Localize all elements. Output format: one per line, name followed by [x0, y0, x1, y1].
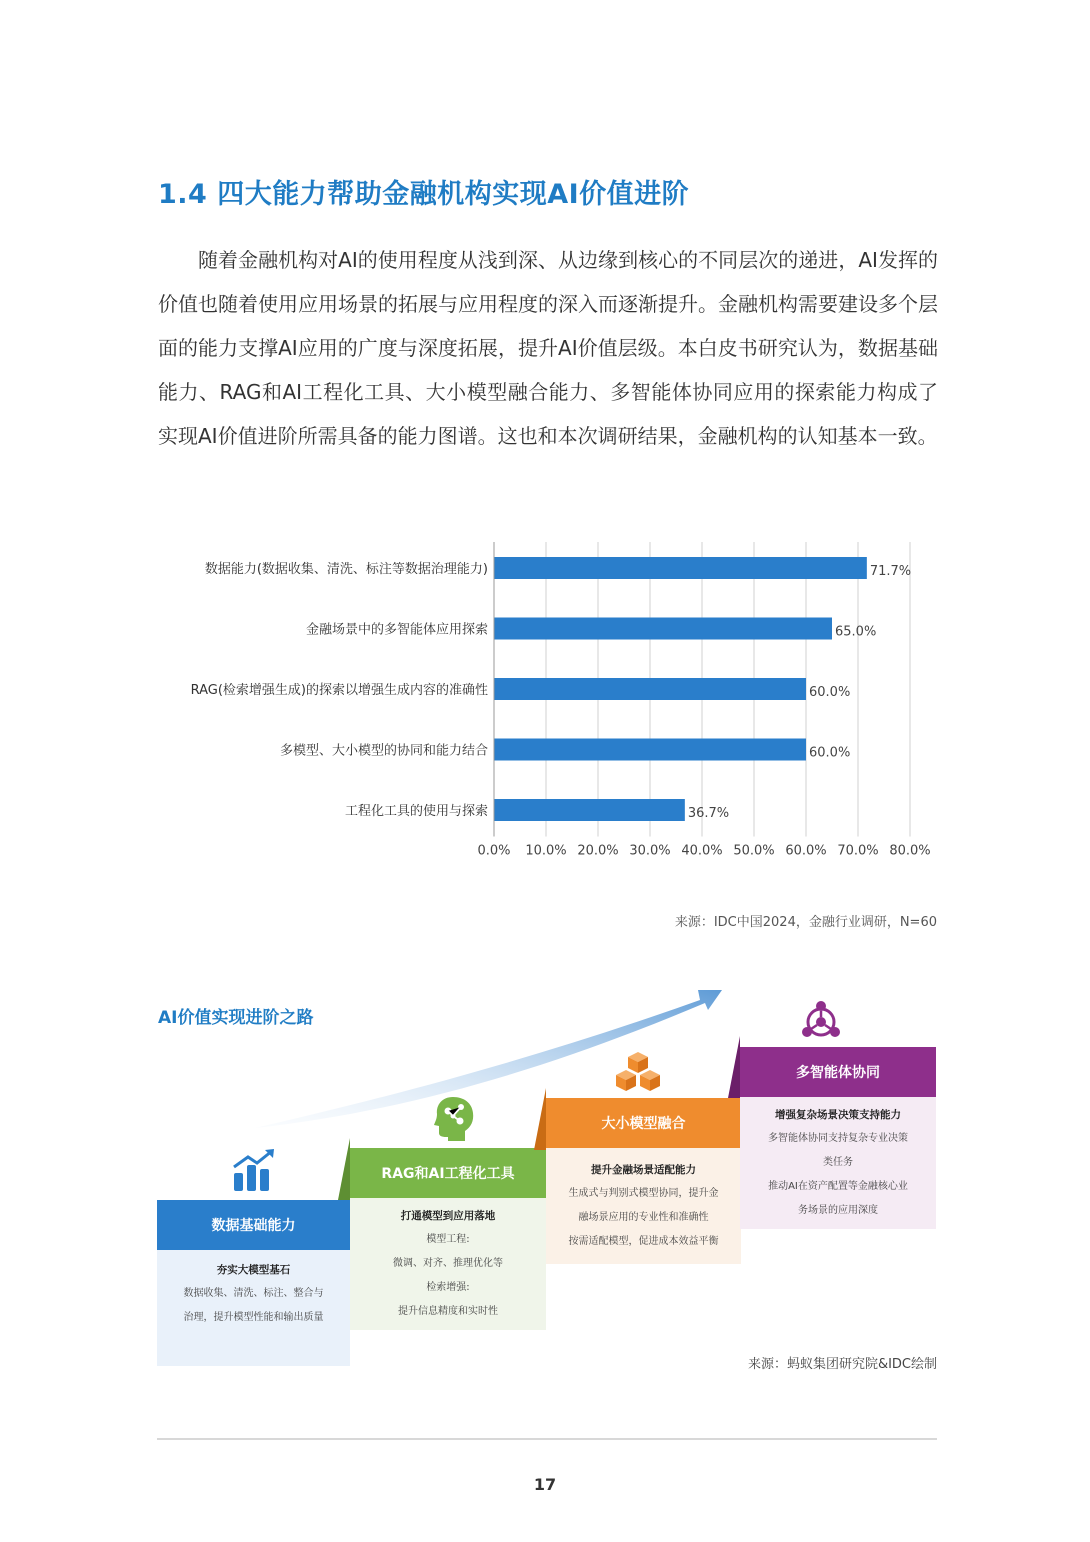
step-line: 务场景的应用深度 [798, 1205, 878, 1216]
step-line: 微调、对齐、推理优化等 [393, 1258, 503, 1269]
step-data-foundation [157, 1200, 350, 1366]
brain-network-icon [433, 1095, 475, 1141]
x-tick-label: 70.0% [837, 843, 879, 859]
category-label: 数据能力(数据收集、清洗、标注等数据治理能力) [204, 562, 488, 577]
step-line: 检索增强: [426, 1282, 470, 1293]
category-label: RAG(检索增强生成)的探索以增强生成内容的准确性 [190, 683, 488, 698]
data-label: 71.7% [869, 564, 912, 579]
footer-divider [157, 1438, 937, 1440]
section-heading: 1.4 四大能力帮助金融机构实现AI价值进阶 [158, 179, 690, 210]
chart-source: 来源：IDC中国2024，金融行业调研，N=60 [674, 915, 937, 930]
step-line: 推动AI在资产配置等金融核心业 [768, 1181, 908, 1192]
x-tick-label: 50.0% [733, 843, 775, 859]
step-fold [728, 1036, 740, 1098]
step-line: 模型工程: [426, 1234, 470, 1245]
intro-paragraph: 随着金融机构对AI的使用程度从浅到深、从边缘到核心的不同层次的递进，AI发挥的价值也随着使用应用场景的拓展与应用程度的深入而逐渐提升。金融机构需要建设多个层面的能力支撑AI应用的广度与深度拓展，提升AI价值层级。本白皮书研究认为，数据基础能力、RAG和AI工程化工具、大小模型融合能力、多智能体协同应用的探索能力构成了实现AI价值进阶所需具备的能力图谱。这也和本次调研结果，金融机构的认知基本一致。 [158, 248, 938, 448]
step-line: 按需适配模型，促进成本效益平衡 [568, 1236, 719, 1247]
step-fold [534, 1088, 546, 1150]
step-subtitle: 打通模型到应用落地 [400, 1210, 496, 1222]
step-title: 大小模型融合 [546, 1098, 741, 1148]
x-tick-label: 0.0% [477, 843, 511, 859]
step-subtitle: 提升金融场景适配能力 [591, 1164, 696, 1176]
x-tick-label: 80.0% [889, 843, 931, 859]
step-subtitle: 夯实大模型基石 [216, 1264, 291, 1276]
step-model-fusion [546, 1098, 741, 1264]
category-label: 工程化工具的使用与探索 [344, 804, 488, 819]
data-label: 60.0% [809, 685, 851, 700]
data-label: 60.0% [809, 745, 851, 761]
x-tick-label: 30.0% [629, 843, 671, 859]
x-tick-label: 40.0% [681, 843, 723, 859]
x-tick-label: 20.0% [577, 843, 619, 859]
x-tick-label: 10.0% [525, 843, 567, 859]
category-label: 金融场景中的多智能体应用探索 [305, 622, 488, 638]
step-line: 生成式与判别式模型协同，提升金 [568, 1188, 719, 1199]
step-title: RAG和AI工程化工具 [350, 1148, 546, 1198]
page-number: 17 [533, 1475, 557, 1494]
data-label: 65.0% [835, 624, 877, 640]
step-title: 数据基础能力 [157, 1200, 350, 1250]
step-rag-engineering [350, 1148, 546, 1330]
step-subtitle: 增强复杂场景决策支持能力 [775, 1109, 901, 1121]
step-line: 提升信息精度和实时性 [398, 1306, 498, 1317]
step-line: 治理，提升模型性能和输出质量 [183, 1312, 324, 1323]
cubes-icon [612, 1050, 664, 1094]
step-description [546, 1148, 741, 1264]
step-line: 数据收集、清洗、标注、整合与 [183, 1288, 324, 1299]
category-label: 多模型、大小模型的协同和能力结合 [279, 743, 488, 759]
step-description [157, 1250, 350, 1366]
step-line: 类任务 [823, 1157, 853, 1168]
step-line: 融场景应用的专业性和准确性 [578, 1212, 709, 1223]
step-description [740, 1097, 936, 1229]
step-line: 多智能体协同支持复杂专业决策 [768, 1133, 908, 1144]
ai-path-title: AI价值实现进阶之路 [158, 1008, 314, 1028]
diagram-source: 来源：蚂蚁集团研究院&IDC绘制 [747, 1357, 937, 1372]
step-fold [338, 1138, 350, 1200]
step-multi-agent [740, 1047, 936, 1229]
step-description [350, 1198, 546, 1330]
step-title: 多智能体协同 [740, 1047, 936, 1097]
bar-growth-icon [230, 1147, 278, 1193]
x-tick-label: 60.0% [785, 843, 827, 859]
agents-network-icon [800, 1000, 842, 1042]
data-label: 36.7% [687, 806, 730, 821]
